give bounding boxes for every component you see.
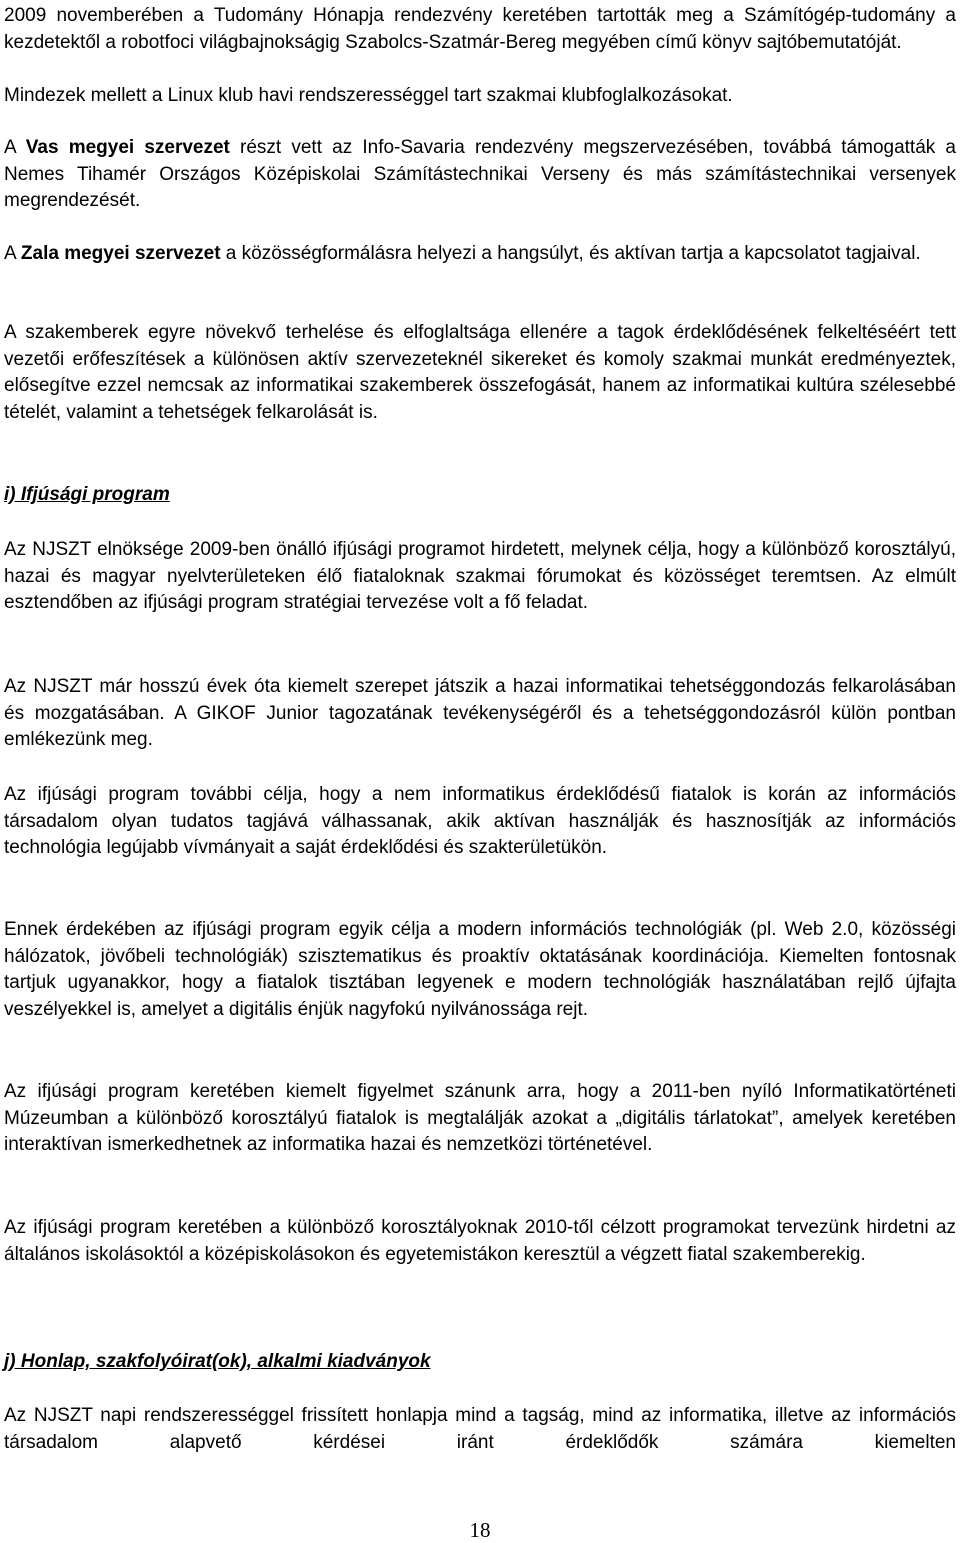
section-heading-website: j) Honlap, szakfolyóirat(ok), alkalmi kiadványok bbox=[4, 1351, 431, 1372]
paragraph-museum: Az ifjúsági program keretében kiemelt figyelmet szánunk arra, hogy a 2011-ben nyíló Informatikatörténeti Múzeumban a különböző korosztályú fiatalok is megtalálják azokat a „digitális tárlatokat”, amelyek keretében interaktívan ismerkedhetnek az informatika hazai és nemzetközi történetével. bbox=[4, 1081, 956, 1156]
paragraph-talent-care: Az NJSZT már hosszú évek óta kiemelt szerepet játszik a hazai informatikai tehetséggondozás felkarolásában és mozgatásában. A GIKOF Junior tagozatának tevékenységéről és a tehetséggondozásról külön pontban emlékezünk meg. bbox=[4, 676, 956, 751]
vas-post: részt vett az Info-Savaria rendezvény megszervezésében, továbbá támogatták a Nemes Tihamér Országos Középiskolai Számítástechnikai Verseny és más számítástechnikai versenyek megrendezését. bbox=[4, 137, 956, 212]
paragraph-further-goal: Az ifjúsági program további célja, hogy a nem informatikus érdeklődésű fiatalok is korán az információs társadalom olyan tudatos tagjává válhassanak, akik aktívan használják és hasznosítják az információs technológia legújabb vívmányait a saját érdeklődési és szakterületükön. bbox=[4, 784, 956, 859]
zala-post: a közösségformálásra helyezi a hangsúlyt, és aktívan tartja a kapcsolatot tagjaival. bbox=[220, 243, 921, 264]
zala-county-org: Zala megyei szervezet bbox=[20, 243, 221, 264]
vas-pre: A bbox=[4, 137, 26, 158]
zala-pre: A bbox=[4, 243, 21, 264]
paragraph-targeted-programs: Az ifjúsági program keretében a különböző korosztályoknak 2010-től célzott programokat tervezünk hirdetni az általános iskolásoktól a középiskolásokon és egyetemistákon keresztül a végzett fiatal szakemberekig. bbox=[4, 1217, 956, 1265]
paragraph-modern-technologies: Ennek érdekében az ifjúsági program egyik célja a modern információs technológiák (pl. Web 2.0, közösségi hálózatok, jövőbeli technológiák) szisztematikus és proaktív oktatásának koordinációja. Kiemelten fontosnak tartjuk ugyanakkor, hogy a fiatalok tisztában legyenek e modern technológiák használatában rejlő újfajta veszélyekkel is, amelyet a digitális énjük nagyfokú nyilvánossága rejt. bbox=[4, 919, 956, 1021]
vas-county-org: Vas megyei szervezet bbox=[25, 137, 230, 158]
paragraph-vas-county bbox=[4, 135, 956, 215]
page-number: 18 bbox=[469, 1518, 491, 1542]
paragraph-book-launch: 2009 novemberében a Tudomány Hónapja rendezvény keretében tartották meg a Számítógép-tudomány a kezdetektől a robotfoci világbajnokságig Szabolcs-Szatmár-Bereg megyében című könyv sajtóbemutatóját. bbox=[4, 5, 956, 53]
paragraph-linux-club: Mindezek mellett a Linux klub havi rendszerességgel tart szakmai klubfoglalkozásokat. bbox=[4, 85, 733, 106]
section-heading-youth-program: i) Ifjúsági program bbox=[4, 484, 170, 505]
paragraph-youth-program-launch: Az NJSZT elnöksége 2009-ben önálló ifjúsági programot hirdetett, melynek célja, hogy a különböző korosztályú, hazai és magyar nyelvterületeken élő fiataloknak szakmai fórumokat és közösséget teremtsen. Az elmúlt esztendőben az ifjúsági program stratégiai tervezése volt a fő feladat. bbox=[4, 539, 956, 614]
paragraph-website: Az NJSZT napi rendszerességgel frissített honlapja mind a tagság, mind az informatika, illetve az információs társadalom alapvető kérdései iránt érdeklődők számára kiemelten bbox=[4, 1405, 956, 1453]
paragraph-experts: A szakemberek egyre növekvő terhelése és elfoglaltsága ellenére a tagok érdeklődésének felkeltéséért tett vezetői erőfeszítések a különösen aktív szervezeteknél sikereket és komoly szakmai munkát eredményeztek, elősegítve ezzel nemcsak az informatikai szakemberek összefogását, hanem az informatikai kultúra szélesebbé tételét, valamint a tehetségek felkarolását is. bbox=[4, 322, 956, 424]
paragraph-zala-county bbox=[4, 241, 956, 268]
